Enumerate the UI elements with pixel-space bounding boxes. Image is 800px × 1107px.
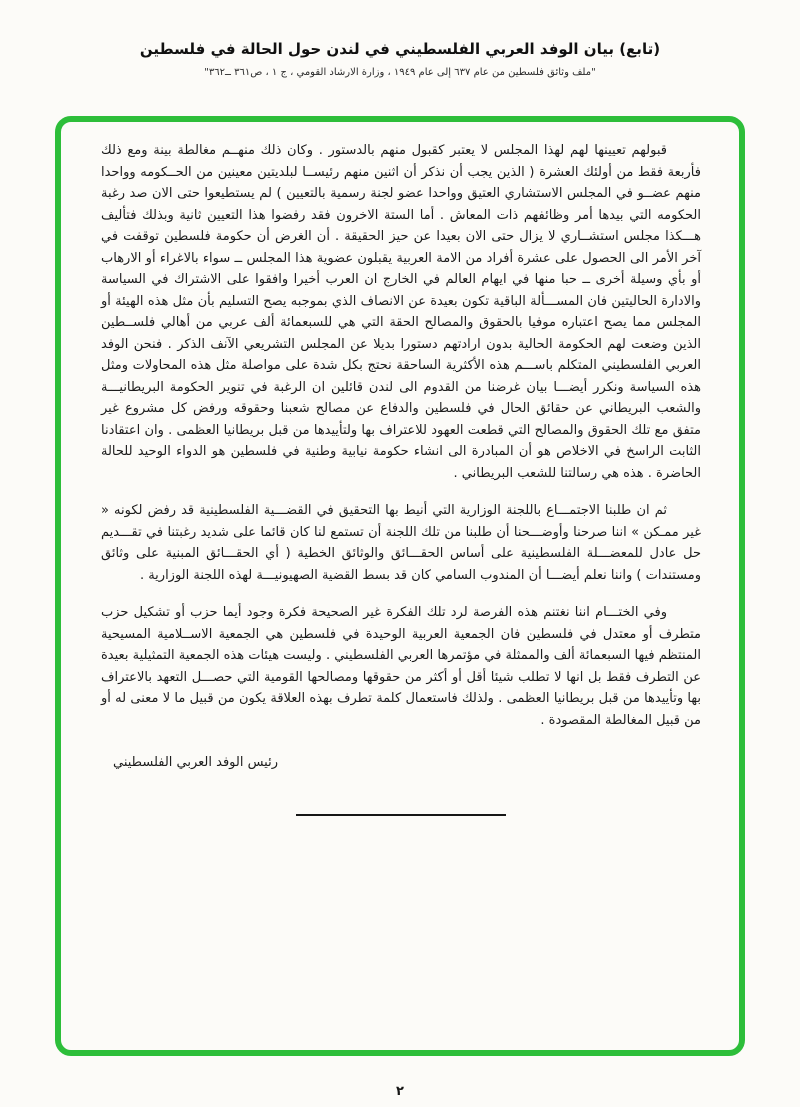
footer-rule	[296, 814, 506, 816]
document-source-line: "ملف وثائق فلسطين من عام ٦٣٧ إلى عام ١٩٤٩ ، وزارة الارشاد القومي ، ج ١ ، ص٣٦١ ــ٣٦٢"	[204, 67, 596, 78]
signature-line: رئيس الوفد العربي الفلسطيني	[113, 755, 278, 770]
page-number: ٢	[396, 1084, 404, 1099]
document-header	[0, 0, 800, 78]
highlight-frame	[55, 116, 745, 1056]
body-paragraph-3: وفي الختـــام اننا نغتنم هذه الفرصة لرد تلك الفكرة غير الصحيحة فكرة وجود أيما حزب أو تشكيل حزب متطرف أو معتدل في فلسطين فان الجمعية العربية الوحيدة في فلسطين هي الجمعية الاســلامية المسيحية المنتظم فيها السبعمائة ألف والممثلة في مؤتمرها العربي الفلسطيني . وليست هيئات هذه الجمعية التمثيلية بعيدة عن التطرف فقط بل انها لا تطلب شيئا أقل أو أكثر من حقوقها ومصالحها القومية التي حصـــل التعهد بالاعتراف بها وتأييدها من قبل بريطانيا العظمى . ولذلك فاستعمال كلمة تطرف بهذه العلاقة يكون من قبيل ما لا معنى له أو من قبيل المغالطة المقصودة .	[101, 605, 701, 728]
body-paragraph-2: ثم ان طلبنا الاجتمـــاع باللجنة الوزارية التي أنيط بها التحقيق في القضـــية الفلسطينية قد رفض لكونه « غير ممـكن » اننا صرحنا وأوضـــحنا أن طلبنا من تلك اللجنة أن تستمع لنا كان قائما على شديد رغبتنا في تقـــديم حل عادل للمعضـــلة الفلسطينية على أساس الحقـــائق والوثائق الخطية ( أي الحقـــائق المبنية على وثائق ومستندات ) واننا نعلم أيضـــا أن المندوب السامي كان قد بسط القضية الصهيونيـــة لهذه اللجنة الوزارية .	[101, 503, 701, 583]
body-paragraph-1: قبولهم تعيينها لهم لهذا المجلس لا يعتبر كقبول منهم بالدستور . وكان ذلك منهــم مغالطة بينة ومع ذلك فأربعة فقط من أولئك العشرة ( الذين يجب أن نذكر أن اثنين منهم رئيســا لبلديتين معينين من الحــكومه وواحدا منهم عضــو في المجلس الاستشاري العتيق وواحدا عضو لجنة رسمية بالتعيين ) لم يستطيعوا حتى الان صد رغبة الحكومه التي بيدها أمر وظائفهم ذات المعاش . أما الستة الاخرون فقد رفضوا هذا التعيين ثانية وبذلك فتأليف هـــكذا مجلس استشــاري لا يزال حتى الان بعيدا عن حيز الحقيقة . أن الغرض أن حكومة فلسطين توقفت في آخر الأمر الى الحصول على عشرة أفراد من الامة العربية يقبلون عضوية هذا المجلس ــ سواء بالاغراء أو الارهاب أو بأي وسيلة أخرى ــ حبا منها في ايهام العالم في الخارج ان العرب أخيرا وافقوا على الاشتراك في السياسة والادارة الحاليتين فان المســـألة الباقية تكون بعيدة عن الانصاف الذي بموجبه يصح التسليم بأن مثل هذه الهيئة أو المجلس مما يصح اعتباره موفيا بالحقوق والمصالح الحقة التي هي للسبعمائة ألف عربي من أهالي فلســطين الذين وضعت لهم الحكومة الحالية بدون ارادتهم دستورا بديلا عن المجلس التشريعي الآنف الذكر . فنحن الوفد العربي الفلسطيني المتكلم باســـم هذه الأكثرية الساحقة نحتج بكل شدة على مواصلة مثل هذه المحاولات ومثل هذه السياسة ونكرر أيضـــا بيان غرضنا من القدوم الى لندن قائلين ان الرغبة في تنوير الحكومة البريطانيـــة والشعب البريطاني عن حقائق الحال في فلسطين والدفاع عن مصالح شعبنا وحقوقه ورفض كل مشروع غير متفق مع تلك الحقوق والمصالح التي قطعت العهود للاعتراف بها ولتأييدها من قبل بريطانيا العظمى . وان اعتقادنا الثابت الراسخ في الاخلاص هو أن المبادرة الى انشاء حكومة نيابية وطنية في فلسطين هو الدواء الوحيد للحالة الحاضرة . هذه هي رسالتنا للشعب البريطاني .	[101, 143, 701, 481]
document-title: (تابع) بيان الوفد العربي الفلسطيني في لندن حول الحالة في فلسطين	[139, 40, 661, 58]
